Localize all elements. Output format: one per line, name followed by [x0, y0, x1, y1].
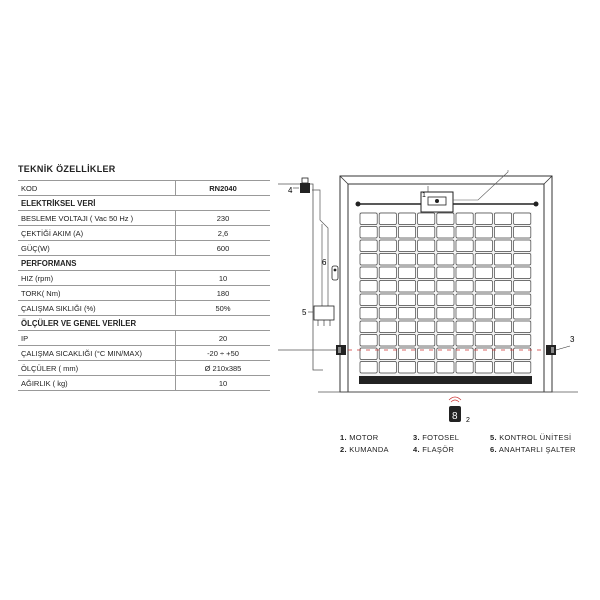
door-slat-cell [514, 267, 531, 279]
spec-row [18, 271, 270, 286]
door-slat-cell [514, 254, 531, 266]
spec-label: HIZ (rpm) [18, 271, 176, 286]
door-slat-cell [379, 294, 396, 306]
legend-item-remote: 2. KUMANDA [340, 445, 389, 454]
spec-label: ÇEKTİĞİ AKIM (A) [18, 226, 176, 241]
door-slat-cell [456, 281, 473, 293]
spec-row [18, 211, 270, 226]
door-slat-cell [418, 321, 435, 333]
door-slat-cell [360, 321, 377, 333]
door-slat-cell [360, 267, 377, 279]
door-slat-cell [494, 213, 511, 225]
door-slat-cell [475, 240, 492, 252]
door-slat-cell [437, 294, 454, 306]
legend-col-1 [340, 432, 389, 456]
door-slat-cell [514, 281, 531, 293]
spec-label: ÖLÇÜLER VE GENEL VERİLER [18, 316, 176, 331]
door-slat-cell [379, 213, 396, 225]
door-slat-cell [360, 254, 377, 266]
door-slat-cell [494, 294, 511, 306]
door-slat-cell [475, 281, 492, 293]
spec-value: 600 [176, 241, 271, 256]
door-slat-cell [379, 335, 396, 347]
photocell-right [546, 345, 556, 355]
callout-2: 2 [466, 417, 470, 424]
door-slat-cell [494, 254, 511, 266]
door-slat-cell [456, 362, 473, 374]
door-slat-cell [379, 227, 396, 239]
door-slat-cell [418, 335, 435, 347]
spec-label: KOD [18, 181, 176, 196]
control-unit [314, 306, 334, 326]
spec-value: 20 [176, 331, 271, 346]
door-slat-cell [418, 308, 435, 320]
spec-row [18, 241, 270, 256]
door-slat-cell [360, 362, 377, 374]
spec-row-code [18, 181, 270, 196]
door-slat-cell [379, 254, 396, 266]
spec-value [176, 316, 271, 331]
door-slat-cell [398, 294, 415, 306]
callout-5: 5 [302, 308, 307, 317]
spec-value: 230 [176, 211, 271, 226]
door-slat-cell [494, 321, 511, 333]
door-slat-cell [475, 227, 492, 239]
door-slat-cell [437, 335, 454, 347]
spec-row [18, 331, 270, 346]
door-slat-cell [456, 213, 473, 225]
door-slat-cell [379, 240, 396, 252]
legend-item-key-switch: 6. ANAHTARLI ŞALTER [490, 445, 576, 454]
door-slat-cell [494, 281, 511, 293]
door-slat-cell [514, 227, 531, 239]
spec-value: RN2040 [176, 181, 271, 196]
spec-label: ELEKTRİKSEL VERİ [18, 196, 176, 211]
key-switch [332, 266, 338, 280]
door-slat-cell [456, 294, 473, 306]
door-slat-cell [475, 335, 492, 347]
spec-label: BESLEME VOLTAJI ( Vac 50 Hz ) [18, 211, 176, 226]
spec-value: -20 ÷ +50 [176, 346, 271, 361]
legend-item-control-unit: 5. KONTROL ÜNİTESİ [490, 433, 572, 442]
door-slat-cell [418, 254, 435, 266]
door-slat-cell [437, 254, 454, 266]
building-wall [278, 184, 323, 370]
door-slat-cell [398, 335, 415, 347]
spec-label: ÇALIŞMA SICAKLIĞI (°C MIN/MAX) [18, 346, 176, 361]
door-slat-cell [360, 335, 377, 347]
spec-label: GÜÇ(W) [18, 241, 176, 256]
door-slat-cell [437, 308, 454, 320]
door-panel-grid [359, 212, 532, 376]
door-slat-cell [398, 267, 415, 279]
callout-3: 3 [570, 335, 575, 344]
door-slat-cell [379, 362, 396, 374]
spec-section-header [18, 256, 270, 271]
spec-label: ÇALIŞMA SIKLIĞI (%) [18, 301, 176, 316]
spec-label: TORK( Nm) [18, 286, 176, 301]
door-slat-cell [418, 281, 435, 293]
door-slat-cell [398, 213, 415, 225]
door-slat-cell [494, 267, 511, 279]
door-slat-cell [494, 335, 511, 347]
door-slat-cell [398, 227, 415, 239]
spec-value [176, 196, 271, 211]
door-slat-cell [475, 308, 492, 320]
door-bottom-seal [359, 376, 532, 384]
spec-value [176, 256, 271, 271]
spec-label: IP [18, 331, 176, 346]
door-slat-cell [398, 308, 415, 320]
door-slat-cell [398, 254, 415, 266]
spec-sheet [18, 164, 270, 391]
door-slat-cell [437, 281, 454, 293]
door-slat-cell [494, 362, 511, 374]
door-slat-cell [514, 294, 531, 306]
spec-label: PERFORMANS [18, 256, 176, 271]
door-slat-cell [360, 213, 377, 225]
door-slat-cell [475, 294, 492, 306]
door-slat-cell [398, 321, 415, 333]
door-slat-cell [437, 240, 454, 252]
door-slat-cell [398, 362, 415, 374]
door-slat-cell [360, 281, 377, 293]
garage-door-diagram [278, 170, 598, 430]
door-slat-cell [360, 294, 377, 306]
legend-item-flasher: 4. FLAŞÖR [413, 445, 455, 454]
door-slat-cell [379, 321, 396, 333]
legend-col-3 [490, 432, 576, 456]
spec-row [18, 226, 270, 241]
door-slat-cell [456, 254, 473, 266]
door-slat-cell [437, 362, 454, 374]
door-slat-cell [456, 335, 473, 347]
remote-control [449, 397, 461, 422]
spec-value: 10 [176, 271, 271, 286]
door-slat-cell [418, 227, 435, 239]
spec-table [18, 180, 270, 391]
door-slat-cell [418, 362, 435, 374]
remote-digit: 8 [452, 411, 458, 422]
door-slat-cell [475, 267, 492, 279]
door-slat-cell [456, 227, 473, 239]
door-slat-cell [456, 267, 473, 279]
callout-1: 1 [422, 192, 426, 199]
callout-4: 4 [288, 186, 293, 195]
photocell-left [336, 345, 346, 355]
door-slat-cell [514, 335, 531, 347]
legend-item-motor: 1. MOTOR [340, 433, 379, 442]
spec-value: 10 [176, 376, 271, 391]
spec-section-header [18, 316, 270, 331]
door-slat-cell [475, 362, 492, 374]
door-slat-cell [379, 308, 396, 320]
door-slat-cell [360, 227, 377, 239]
door-slat-cell [398, 281, 415, 293]
spec-label: ÖLÇÜLER ( mm) [18, 361, 176, 376]
door-slat-cell [475, 321, 492, 333]
door-slat-cell [514, 240, 531, 252]
spec-value: 50% [176, 301, 271, 316]
spec-value: Ø 210x385 [176, 361, 271, 376]
door-slat-cell [494, 240, 511, 252]
flasher [300, 178, 310, 193]
door-slat-cell [437, 267, 454, 279]
door-slat-cell [437, 227, 454, 239]
spec-row [18, 346, 270, 361]
door-slat-cell [494, 227, 511, 239]
spec-row [18, 286, 270, 301]
door-slat-cell [418, 240, 435, 252]
spec-value: 2,6 [176, 226, 271, 241]
door-slat-cell [437, 213, 454, 225]
spec-title: TEKNİK ÖZELLİKLER [18, 164, 116, 174]
door-slat-cell [456, 308, 473, 320]
door-slat-cell [514, 321, 531, 333]
door-slat-cell [437, 321, 454, 333]
door-slat-cell [360, 308, 377, 320]
door-slat-cell [494, 308, 511, 320]
door-slat-cell [475, 254, 492, 266]
spec-row [18, 301, 270, 316]
door-slat-cell [514, 308, 531, 320]
door-slat-cell [360, 240, 377, 252]
door-slat-cell [418, 213, 435, 225]
spec-row [18, 376, 270, 391]
door-slat-cell [379, 281, 396, 293]
spec-row [18, 361, 270, 376]
spec-section-header [18, 196, 270, 211]
door-slat-cell [418, 267, 435, 279]
spec-value: 180 [176, 286, 271, 301]
callout-6: 6 [322, 258, 327, 267]
door-slat-cell [379, 267, 396, 279]
door-slat-cell [456, 321, 473, 333]
door-slat-cell [514, 213, 531, 225]
door-slat-cell [475, 213, 492, 225]
legend-col-2 [413, 432, 459, 456]
door-slat-cell [514, 362, 531, 374]
door-slat-cell [456, 240, 473, 252]
legend-item-photocell: 3. FOTOSEL [413, 433, 460, 442]
door-slat-cell [418, 294, 435, 306]
door-slat-cell [398, 240, 415, 252]
spec-label: AĞIRLIK ( kg) [18, 376, 176, 391]
